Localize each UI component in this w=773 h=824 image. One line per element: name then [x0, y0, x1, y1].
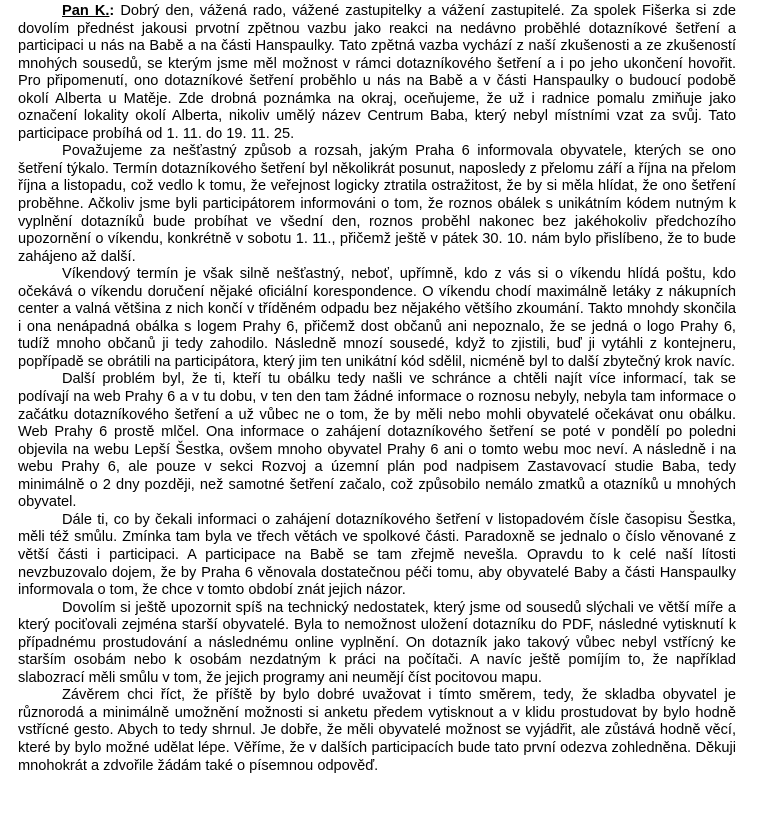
speaker-label — [62, 3, 114, 19]
paragraph-1-text: Dobrý den, vážená rado, vážené zastupitelky a vážení zastupitelé. Za spolek Fišerka si zde dovolím přednést jakousi prvotní zpětnou vazbu jako reakci na nedávno proběhlé dotazníkové šetření a participaci u nás na Babě a na části Hanspaulky. Tato zpětná vazba vychází z naší zkušenosti a ze zkušeností mnohých sousedů, se kterým jsme měl možnost v rámci dotazníkového šetření a i po jeho ukončení hovořit. Pro připomenutí, ono dotazníkové šetření proběhlo u nás na Babě a v části Hanspaulky o budoucí podobě okolí Alberta u Matěje. Zde drobná poznámka na okraj, oceňujeme, že už i radnice pomalu zmiňuje jako označení lokality okolí Alberta, nikoliv umělý název Centrum Baba, který nebyl místními vzat za svůj. Tato participace probíhá od 1. 11. do 19. 11. 25. — [18, 3, 736, 142]
speaker-separator: : — [109, 3, 115, 19]
paragraph-2: Považujeme za nešťastný způsob a rozsah, jakým Praha 6 informovala obyvatele, kterých se ono šetření týkalo. Termín dotazníkového šetření byl několikrát posunut, naposledy z přelomu září a října na přelom října a listopadu, což vedlo k tomu, že veřejnost logicky ztratila ostražitost, že by si měla hlídat, že ono šetření proběhne. Ačkoliv jsme byli participátorem informováni o tom, že roznos obálek s unikátním kódem nutným k vyplnění dotazníků bude probíhat ve všední den, roznos proběhl nakonec bez jakéhokoliv předchozího upozornění o víkendu, konkrétně v sobotu 1. 11., přičemž ještě v pátek 30. 10. nám bylo přislíbeno, že to bude zahájeno až další. — [18, 143, 736, 265]
paragraph-6: Dovolím si ještě upozornit spíš na technický nedostatek, který jsme od sousedů slýchali ve větší míře a který pociťovali zejména starší obyvatelé. Byla to nemožnost uložení dotazníku do PDF, následné vytisknutí k případnému prostudování a následnému online vyplnění. On dotazník jako takový vůbec nebyl vstřícný ke starším osobám nebo k osobám nezdatným k práci na počítači. A navíc ještě pomíjím to, že například slabozrací měli smůlu v tom, že jejich programy ani neumějí číst pocitovou mapu. — [18, 599, 736, 686]
paragraph-4: Další problém byl, že ti, kteří tu obálku tedy našli ve schránce a chtěli najít více informací, tak se podívají na web Prahy 6 a v tu dobu, v ten den tam žádné informace o roznosu nebyly, nebyla tam informace o začátku dotazníkového šetření a už vůbec ne o tom, že by měli nebo mohli obyvatelé očekávat onu obálku. Web Prahy 6 prostě mlčel. Ona informace o zahájení dotazníkového šetření se poté v pondělí po poledni objevila na webu Lepší Šestka, ovšem mnoho obyvatel Prahy 6 ani o tomto webu moc neví. A následně i na webu Prahy 6, ale pouze v sekci Rozvoj a územní plán pod nadpisem Zastavovací studie Baba, tedy minimálně o 2 dny později, než samotné šetření začalo, což způsobilo nemálo zmatků a otazníků u mnohých obyvatel. — [18, 371, 736, 511]
paragraph-7: Závěrem chci říct, že příště by bylo dobré uvažovat i tímto směrem, tedy, že skladba obyvatel je různorodá a minimálně umožnění možnosti si anketu předem vytisknout a v klidu prostudovat by bylo hodně vstřícné gesto. Abych to tedy shrnul. Je dobře, že měli obyvatelé možnost se vyjádřit, ale zůstává hodně věcí, které by bylo možné udělat lépe. Věříme, že v dalších participacích bude tato první odezva zohledněna. Děkuji mnohokrát a zdvořile žádám také o písemnou odpověď. — [18, 687, 736, 774]
paragraph-5: Dále ti, co by čekali informaci o zahájení dotazníkového šetření v listopadovém čísle časopisu Šestka, měli též smůlu. Zmínka tam byla ve třech větách ve spolkové části. Paradoxně se jednalo o číslo věnované z větší části i participaci. A participace na Babě se tam zřejmě nevešla. Opravdu to k celé naší lítosti nevzbuzovalo dojem, že by Praha 6 věnovala dostatečnou péči tomu, aby obyvatelé Baby a části Hanspaulky informovala o tom, že chce v tomto období znát jejich názor. — [18, 511, 736, 599]
paragraph-1 — [18, 3, 736, 143]
paragraph-3: Víkendový termín je však silně nešťastný, neboť, upřímně, kdo z vás si o víkendu hlídá poštu, kdo očekává o víkendu doručení nějaké oficiální korespondence. O víkendu chodí maximálně letáky z nákupních center a valná většina z nich končí v tříděném odpadu bez nějakého většího zkoumání. Takto mnohdy skončila i ona nenápadná obálka s logem Prahy 6, přičemž dost občanů ani nepoznalo, že se jedná o logo Prahy 6, tudíž mnoho občanů ji tedy zahodilo. Následně mnozí sousedé, když to zjistili, buď ji vytáhli z kontejneru, popřípadě se obrátili na participátora, který jim ten unikátní kód sdělil, nicméně byl to další zbytečný krok navíc. — [18, 266, 736, 370]
speaker-name: Pan K. — [62, 3, 110, 19]
